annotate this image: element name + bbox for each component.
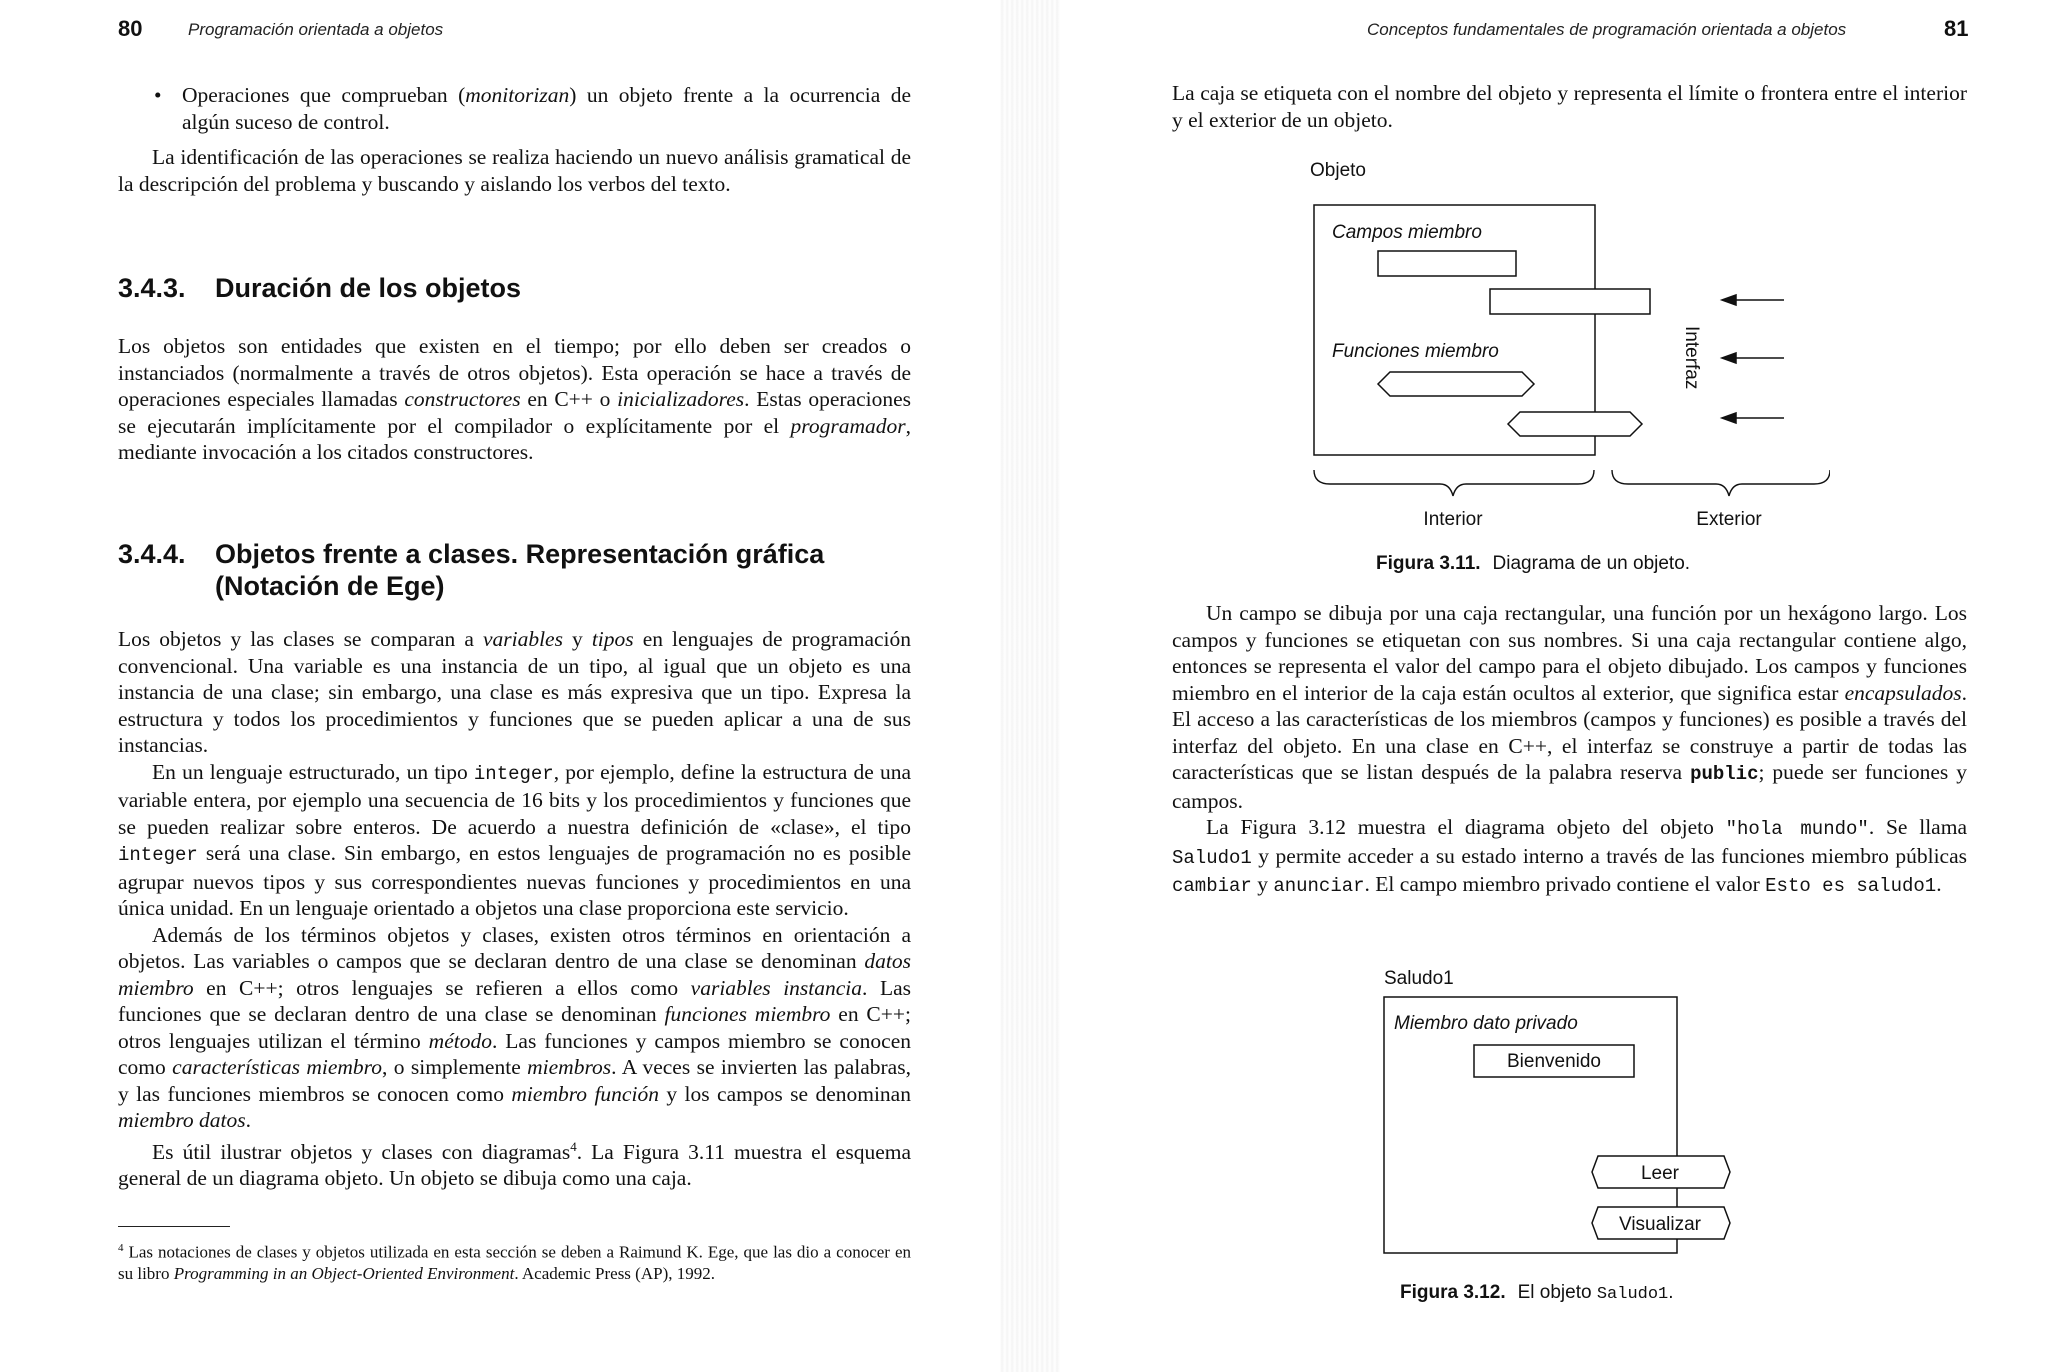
field-box-2	[1490, 289, 1650, 314]
paragraph-3: Además de los términos objetos y clases, existen otros términos en orientación a objetos. Las variables o campos que se declaran dentro de una clase se denominan datos miembro en C++; otros lenguajes se refieren a ellos como variables instancia. Las funciones que se declaran dentro de una clase se denominan funciones miembro en C++; otros lenguajes utilizan el término método. Las funciones y campos miembro se conocen como características miembro, o simplemente miembros. A veces se invierten las palabras, y las funciones miembros se conocen como miembro función y los campos se denominan miembro datos.	[118, 922, 912, 1132]
figure-3-11-caption: Figura 3.11. Diagrama de un objeto.	[1376, 553, 1691, 574]
function-leer: Leer	[1640, 1163, 1680, 1184]
arrow-icon	[1722, 353, 1736, 363]
bullet-dot-icon: •	[154, 83, 162, 107]
paragraph-2: En un lenguaje estructurado, un tipo integer, por ejemplo, define la estructura de una variable entera, por ejemplo una secuencia de 16 bits y los procedimientos y funciones que se pueden realizar sobre enteros. De acuerdo a nuestra definición de «clase», el tipo integer será una clase. Sin embargo, en estos lenguajes de programación no es posible agrupar nuevos tipos y sus correspondientes nuevas funciones y procedimientos en una única unidad. En un lenguaje orientado a objetos una clase proporciona este servicio.	[118, 759, 911, 920]
object-label: Saludo1	[1384, 968, 1454, 989]
paragraph-figura: La Figura 3.12 muestra el diagrama objeto del objeto "hola mundo". Se llama Saludo1 y permite acceder a su estado interno a través de las funciones miembro públicas cambiar y anunciar. El campo miembro privado contiene el valor Esto es saludo1.	[1172, 815, 1967, 897]
running-head: Conceptos fundamentales de programación orientada a objetos	[1367, 20, 1847, 39]
function-hexagon-1	[1378, 372, 1534, 396]
interface-label: Interfaz	[1681, 326, 1702, 390]
figure-3-12-caption: Figura 3.12. El objeto Saludo1.	[1400, 1282, 1674, 1304]
section-heading-343: 3.4.3. Duración de los objetos	[118, 273, 522, 303]
function-visualizar: Visualizar	[1618, 1214, 1702, 1235]
running-head: Programación orientada a objetos	[188, 20, 444, 39]
arrow-icon	[1722, 295, 1736, 305]
paragraph-1: Los objetos y las clases se comparan a variables y tipos en lenguajes de programación convencional. Una variable es una instancia de un tipo, al igual que un objeto es una instancia de una clase; sin embargo, una clase es más expresiva que un tipo. Expresa la estructura y todos los procedimientos y funciones que se pueden aplicar a una de sus instancias.	[118, 627, 912, 757]
page-number: 80	[118, 16, 143, 41]
figure-3-11	[1310, 150, 1830, 540]
field-value: Bienvenido	[1506, 1051, 1602, 1072]
left-page	[0, 0, 1010, 1372]
arrows	[1722, 295, 1784, 423]
function-hexagon-2	[1508, 412, 1642, 436]
body-text-344	[118, 626, 911, 1192]
interior-brace	[1314, 470, 1594, 496]
figure-3-12	[1380, 960, 1760, 1270]
data-label: Miembro dato privado	[1394, 1013, 1578, 1034]
field-box-1	[1378, 251, 1516, 276]
paragraph-caja: La caja se etiqueta con el nombre del objeto y representa el límite o frontera entre el interior y el exterior de un objeto.	[1172, 81, 1967, 132]
exterior-brace	[1612, 470, 1830, 496]
page-number: 81	[1944, 16, 1969, 41]
fields-label: Campos miembro	[1332, 222, 1482, 243]
paragraph-4: Es útil ilustrar objetos y clases con diagramas$^4$. La Figura 3.11 muestra el esquema general de un diagrama objeto. Un objeto se dibuja como una caja.	[118, 1138, 911, 1191]
paragraph-identificacion: La identificación de las operaciones se realiza haciendo un nuevo análisis gramatical de la descripción del problema y buscando y aislando los verbos del texto.	[118, 145, 911, 196]
exterior-label: Exterior	[1696, 509, 1762, 530]
paragraph-campo: Un campo se dibuja por una caja rectangular, una función por un hexágono largo. Los campos y funciones se etiquetan con sus nombres. Si una caja rectangular contiene algo, entonces se representa el valor del campo para el objeto dibujado. Los campos y funciones miembro en el interior de la caja están ocultos al exterior, que significa estar encapsulados. El acceso a las características de los miembros (campos y funciones) es posible a través del interfaz del objeto. En una clase en C++, el interfaz se construye a partir de todas las características que se listan después de la palabra reserva public; puede ser funciones y campos.	[1172, 601, 1968, 813]
right-page	[1020, 0, 2048, 1372]
interior-label: Interior	[1423, 509, 1483, 530]
body-text-right	[1172, 600, 1967, 900]
arrow-icon	[1722, 413, 1736, 423]
section-heading-344: 3.4.4. Objetos frente a clases. Representación gráfica (Notación de Ege)	[118, 539, 825, 601]
bullet-item: • Operaciones que comprueban (monitorizan) un objeto frente a la ocurrencia de algún suceso de control.	[154, 83, 911, 134]
footnote-rule	[118, 1226, 230, 1227]
footnote: $^4$ Las notaciones de clases y objetos utilizada en esta sección se deben a Raimund K. Ege, que las dio a conocer en su libro Programming in an Object-Oriented Environment. Academic Press (AP), 1992.	[118, 1242, 911, 1283]
functions-label: Funciones miembro	[1332, 341, 1499, 362]
paragraph-duracion: Los objetos son entidades que existen en el tiempo; por ello deben ser creados o instanciados (normalmente a través de otros objetos). Esta operación se hace a través de operaciones especiales llamadas constructores en C++ o inicializadores. Estas operaciones se ejecutarán implícitamente por el compilador o explícitamente por el programador, mediante invocación a los citados constructores.	[118, 334, 911, 464]
object-label: Objeto	[1310, 160, 1366, 181]
